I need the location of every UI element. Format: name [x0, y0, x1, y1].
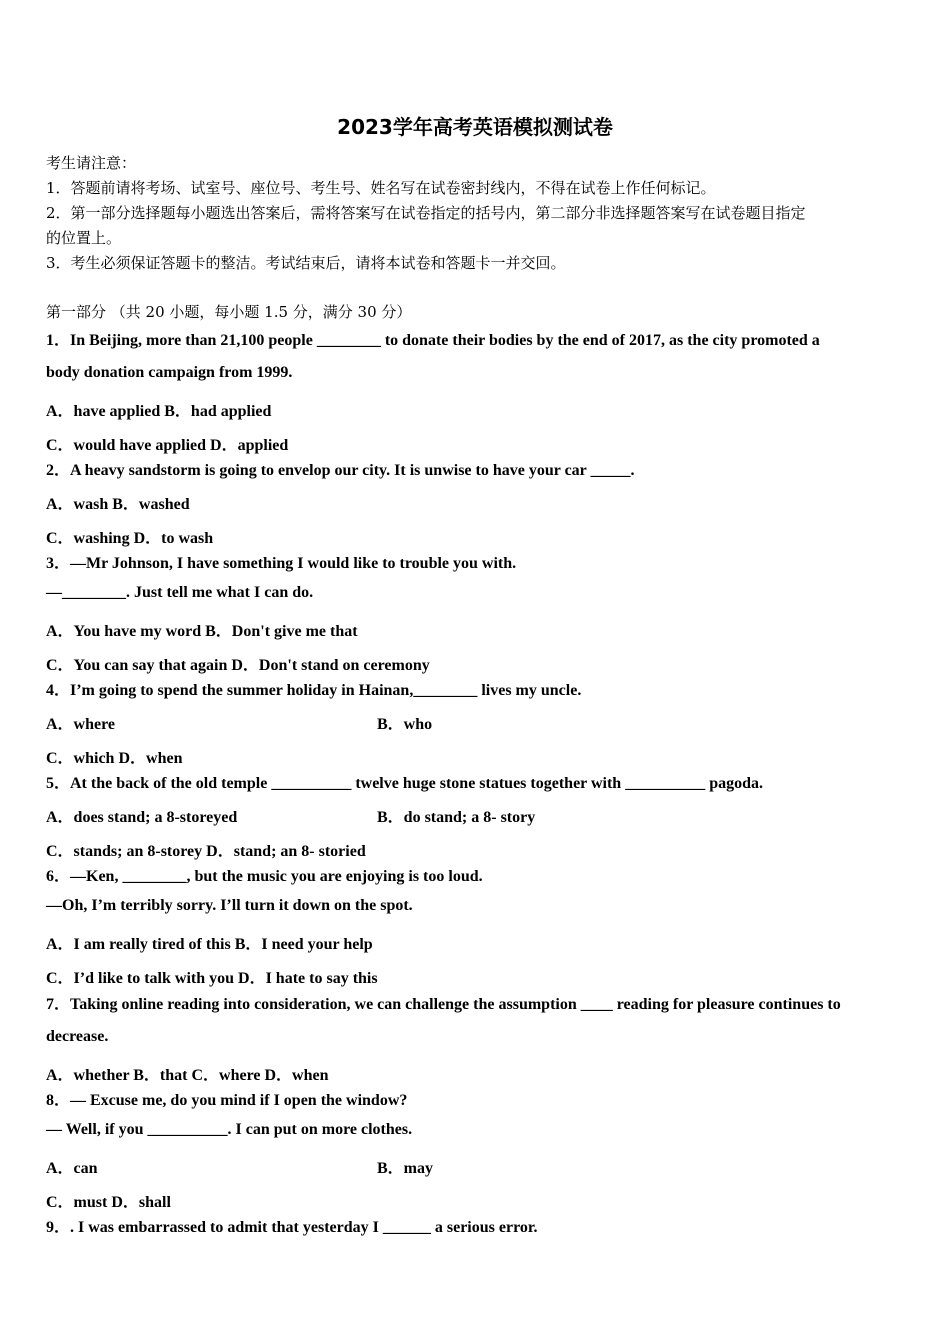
- question-4-option-a: A．where: [46, 716, 116, 733]
- section-heading: 第一部分 （共 20 小题，每小题 1.5 分，满分 30 分）: [46, 303, 412, 321]
- question-8-options-cd: C．must D．shall: [46, 1194, 171, 1211]
- notice-item: 1．答题前请将考场、试室号、座位号、考生号、姓名写在试卷密封线内，不得在试卷上作任何标记。: [46, 179, 716, 197]
- question-2-options-ab: A．wash B．washed: [46, 496, 190, 513]
- question-1-stem-cont: body donation campaign from 1999.: [46, 364, 293, 381]
- question-2-stem: 2．A heavy sandstorm is going to envelop our city. It is unwise to have your car _____.: [46, 462, 635, 479]
- question-5-option-b: B．do stand; a 8- story: [377, 809, 536, 826]
- question-6-stem-cont: —Oh, I’m terribly sorry. I’ll turn it down on the spot.: [46, 897, 413, 914]
- question-3-options-cd: C．You can say that again D．Don't stand on ceremony: [46, 657, 430, 674]
- question-3-stem: 3．—Mr Johnson, I have something I would like to trouble you with.: [46, 555, 517, 572]
- question-6-options-ab: A．I am really tired of this B．I need your help: [46, 936, 373, 953]
- question-6-options-cd: C．I’d like to talk with you D．I hate to say this: [46, 970, 378, 987]
- question-7-stem-cont: decrease.: [46, 1028, 109, 1045]
- question-1-stem: 1．In Beijing, more than 21,100 people ________ to donate their bodies by the end of 2017, as the city promoted a: [46, 332, 820, 349]
- question-2-options-cd: C．washing D．to wash: [46, 530, 214, 547]
- question-4-stem: 4．I’m going to spend the summer holiday in Hainan,________ lives my uncle.: [46, 682, 582, 699]
- question-5-stem: 5．At the back of the old temple __________ twelve huge stone statues together with __________ pagoda.: [46, 775, 763, 792]
- question-9-stem: 9．. I was embarrassed to admit that yesterday I ______ a serious error.: [46, 1219, 538, 1236]
- question-5-options-cd: C．stands; an 8-storey D．stand; an 8- storied: [46, 843, 366, 860]
- question-3-stem-cont: —________. Just tell me what I can do.: [46, 584, 314, 601]
- question-7-stem: 7．Taking online reading into consideration, we can challenge the assumption ____ reading for pleasure continues to: [46, 996, 841, 1013]
- notice-heading: 考生请注意：: [46, 154, 137, 172]
- question-7-options: A．whether B．that C．where D．when: [46, 1067, 329, 1084]
- question-8-stem-cont: — Well, if you __________. I can put on more clothes.: [46, 1121, 413, 1138]
- question-6-stem: 6．—Ken, ________, but the music you are enjoying is too loud.: [46, 868, 483, 885]
- question-4-options-cd: C．which D．when: [46, 750, 183, 767]
- question-3-options-ab: A．You have my word B．Don't give me that: [46, 623, 358, 640]
- question-5-option-a: A．does stand; a 8-storeyed: [46, 809, 238, 826]
- notice-item: 的位置上。: [46, 229, 122, 247]
- question-8-option-a: A．can: [46, 1160, 98, 1177]
- question-8-stem: 8．— Excuse me, do you mind if I open the window?: [46, 1092, 408, 1109]
- question-4-option-b: B．who: [377, 716, 433, 733]
- question-1-options-cd: C．would have applied D．applied: [46, 437, 289, 454]
- page-title: 2023学年高考英语模拟测试卷: [337, 115, 613, 139]
- notice-item: 2．第一部分选择题每小题选出答案后，需将答案写在试卷指定的括号内，第二部分非选择题答案写在试卷题目指定: [46, 204, 806, 222]
- question-8-option-b: B．may: [377, 1160, 434, 1177]
- question-1-options-ab: A．have applied B．had applied: [46, 403, 272, 420]
- notice-item: 3．考生必须保证答题卡的整洁。考试结束后，请将本试卷和答题卡一并交回。: [46, 254, 566, 272]
